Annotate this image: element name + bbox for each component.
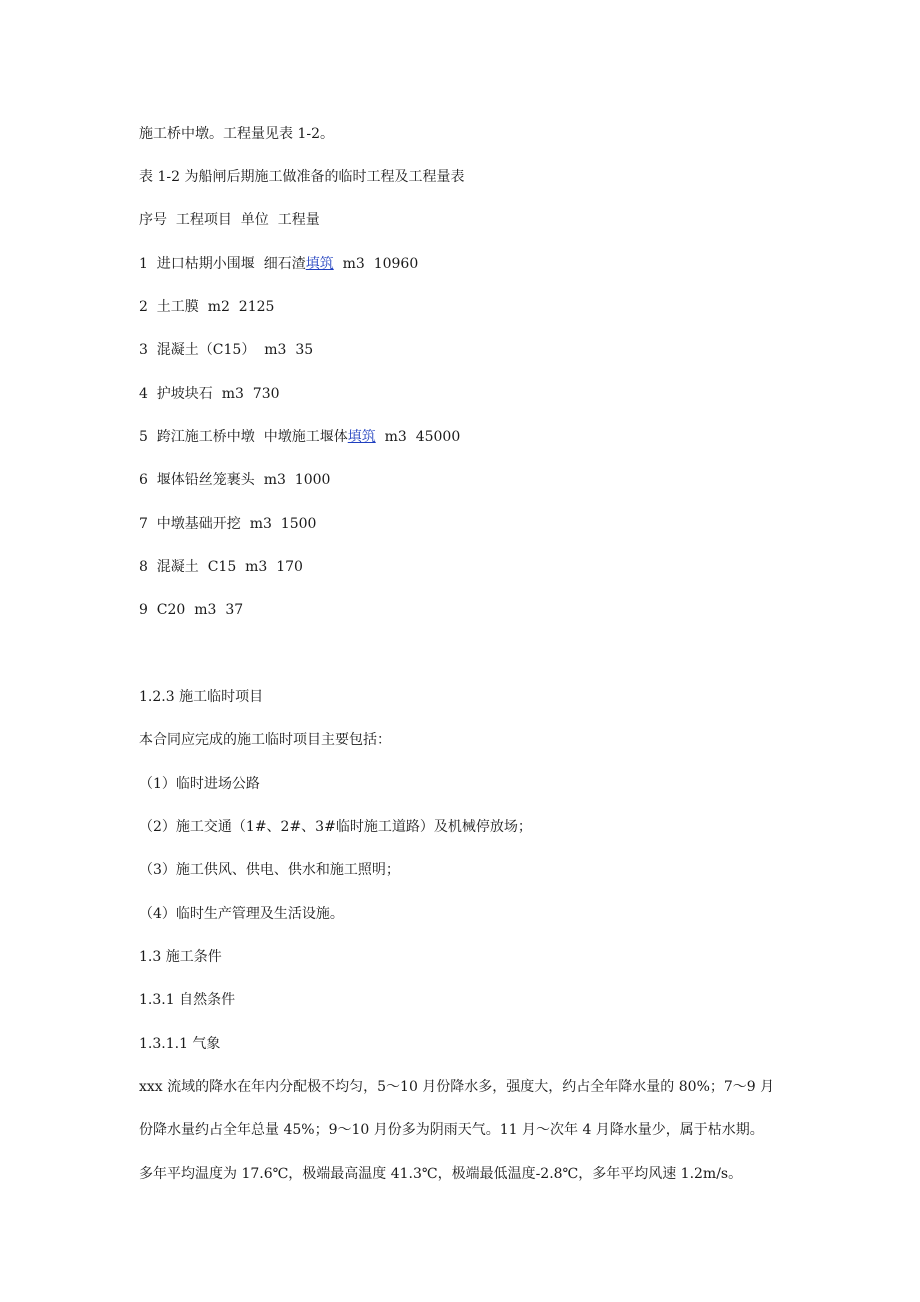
fill-link[interactable]: 填筑: [305, 256, 334, 272]
row-text: m3 45000: [375, 429, 461, 445]
table-row: 2 土工膜 m2 2125: [139, 299, 275, 315]
table-row: 3 混凝土（C15） m3 35: [139, 342, 314, 358]
section-heading-1-3-1: 1.3.1 自然条件: [139, 992, 236, 1008]
paragraph-line: 份降水量约占全年总量 45%；9～10 月份多为阴雨天气。11 月～次年 4 月降水量少，属于枯水期。: [139, 1122, 764, 1138]
section-heading-1-3-1-1: 1.3.1.1 气象: [139, 1036, 221, 1052]
section-heading-1-3: 1.3 施工条件: [139, 949, 222, 965]
paragraph-line: 多年平均温度为 17.6℃，极端最高温度 41.3℃，极端最低温度-2.8℃，多年平均风速 1.2m/s。: [139, 1166, 743, 1182]
list-item: （2）施工交通（1#、2#、3#临时施工道路）及机械停放场；: [139, 819, 532, 835]
list-item: （3）施工供风、供电、供水和施工照明；: [139, 862, 400, 878]
row-text: m3 10960: [333, 256, 419, 272]
fill-link[interactable]: 填筑: [347, 429, 376, 445]
section-heading-1-2-3: 1.2.3 施工临时项目: [139, 689, 264, 705]
table-row: 4 护坡块石 m3 730: [139, 386, 280, 402]
table-row: [139, 255, 418, 273]
table-row: 7 中墩基础开挖 m3 1500: [139, 516, 317, 532]
table-caption: 表 1-2 为船闸后期施工做准备的临时工程及工程量表: [139, 169, 465, 185]
table-row: [139, 428, 460, 446]
table-row: 9 C20 m3 37: [139, 602, 244, 618]
list-item: （1）临时进场公路: [139, 776, 260, 792]
row-text: 5 跨江施工桥中墩 中墩施工堰体: [139, 429, 348, 445]
table-row: 6 堰体铅丝笼裹头 m3 1000: [139, 472, 331, 488]
paragraph-line: xxx 流域的降水在年内分配极不均匀，5～10 月份降水多，强度大，约占全年降水量的 80%；7～9 月: [139, 1079, 775, 1095]
section-intro: 本合同应完成的施工临时项目主要包括：: [139, 732, 391, 748]
row-text: 1 进口枯期小围堰 细石渣: [139, 256, 306, 272]
table-row: 8 混凝土 C15 m3 170: [139, 559, 303, 575]
intro-text: 施工桥中墩。工程量见表 1-2。: [139, 126, 334, 142]
table-header: 序号 工程项目 单位 工程量: [139, 212, 320, 228]
list-item: （4）临时生产管理及生活设施。: [139, 906, 344, 922]
